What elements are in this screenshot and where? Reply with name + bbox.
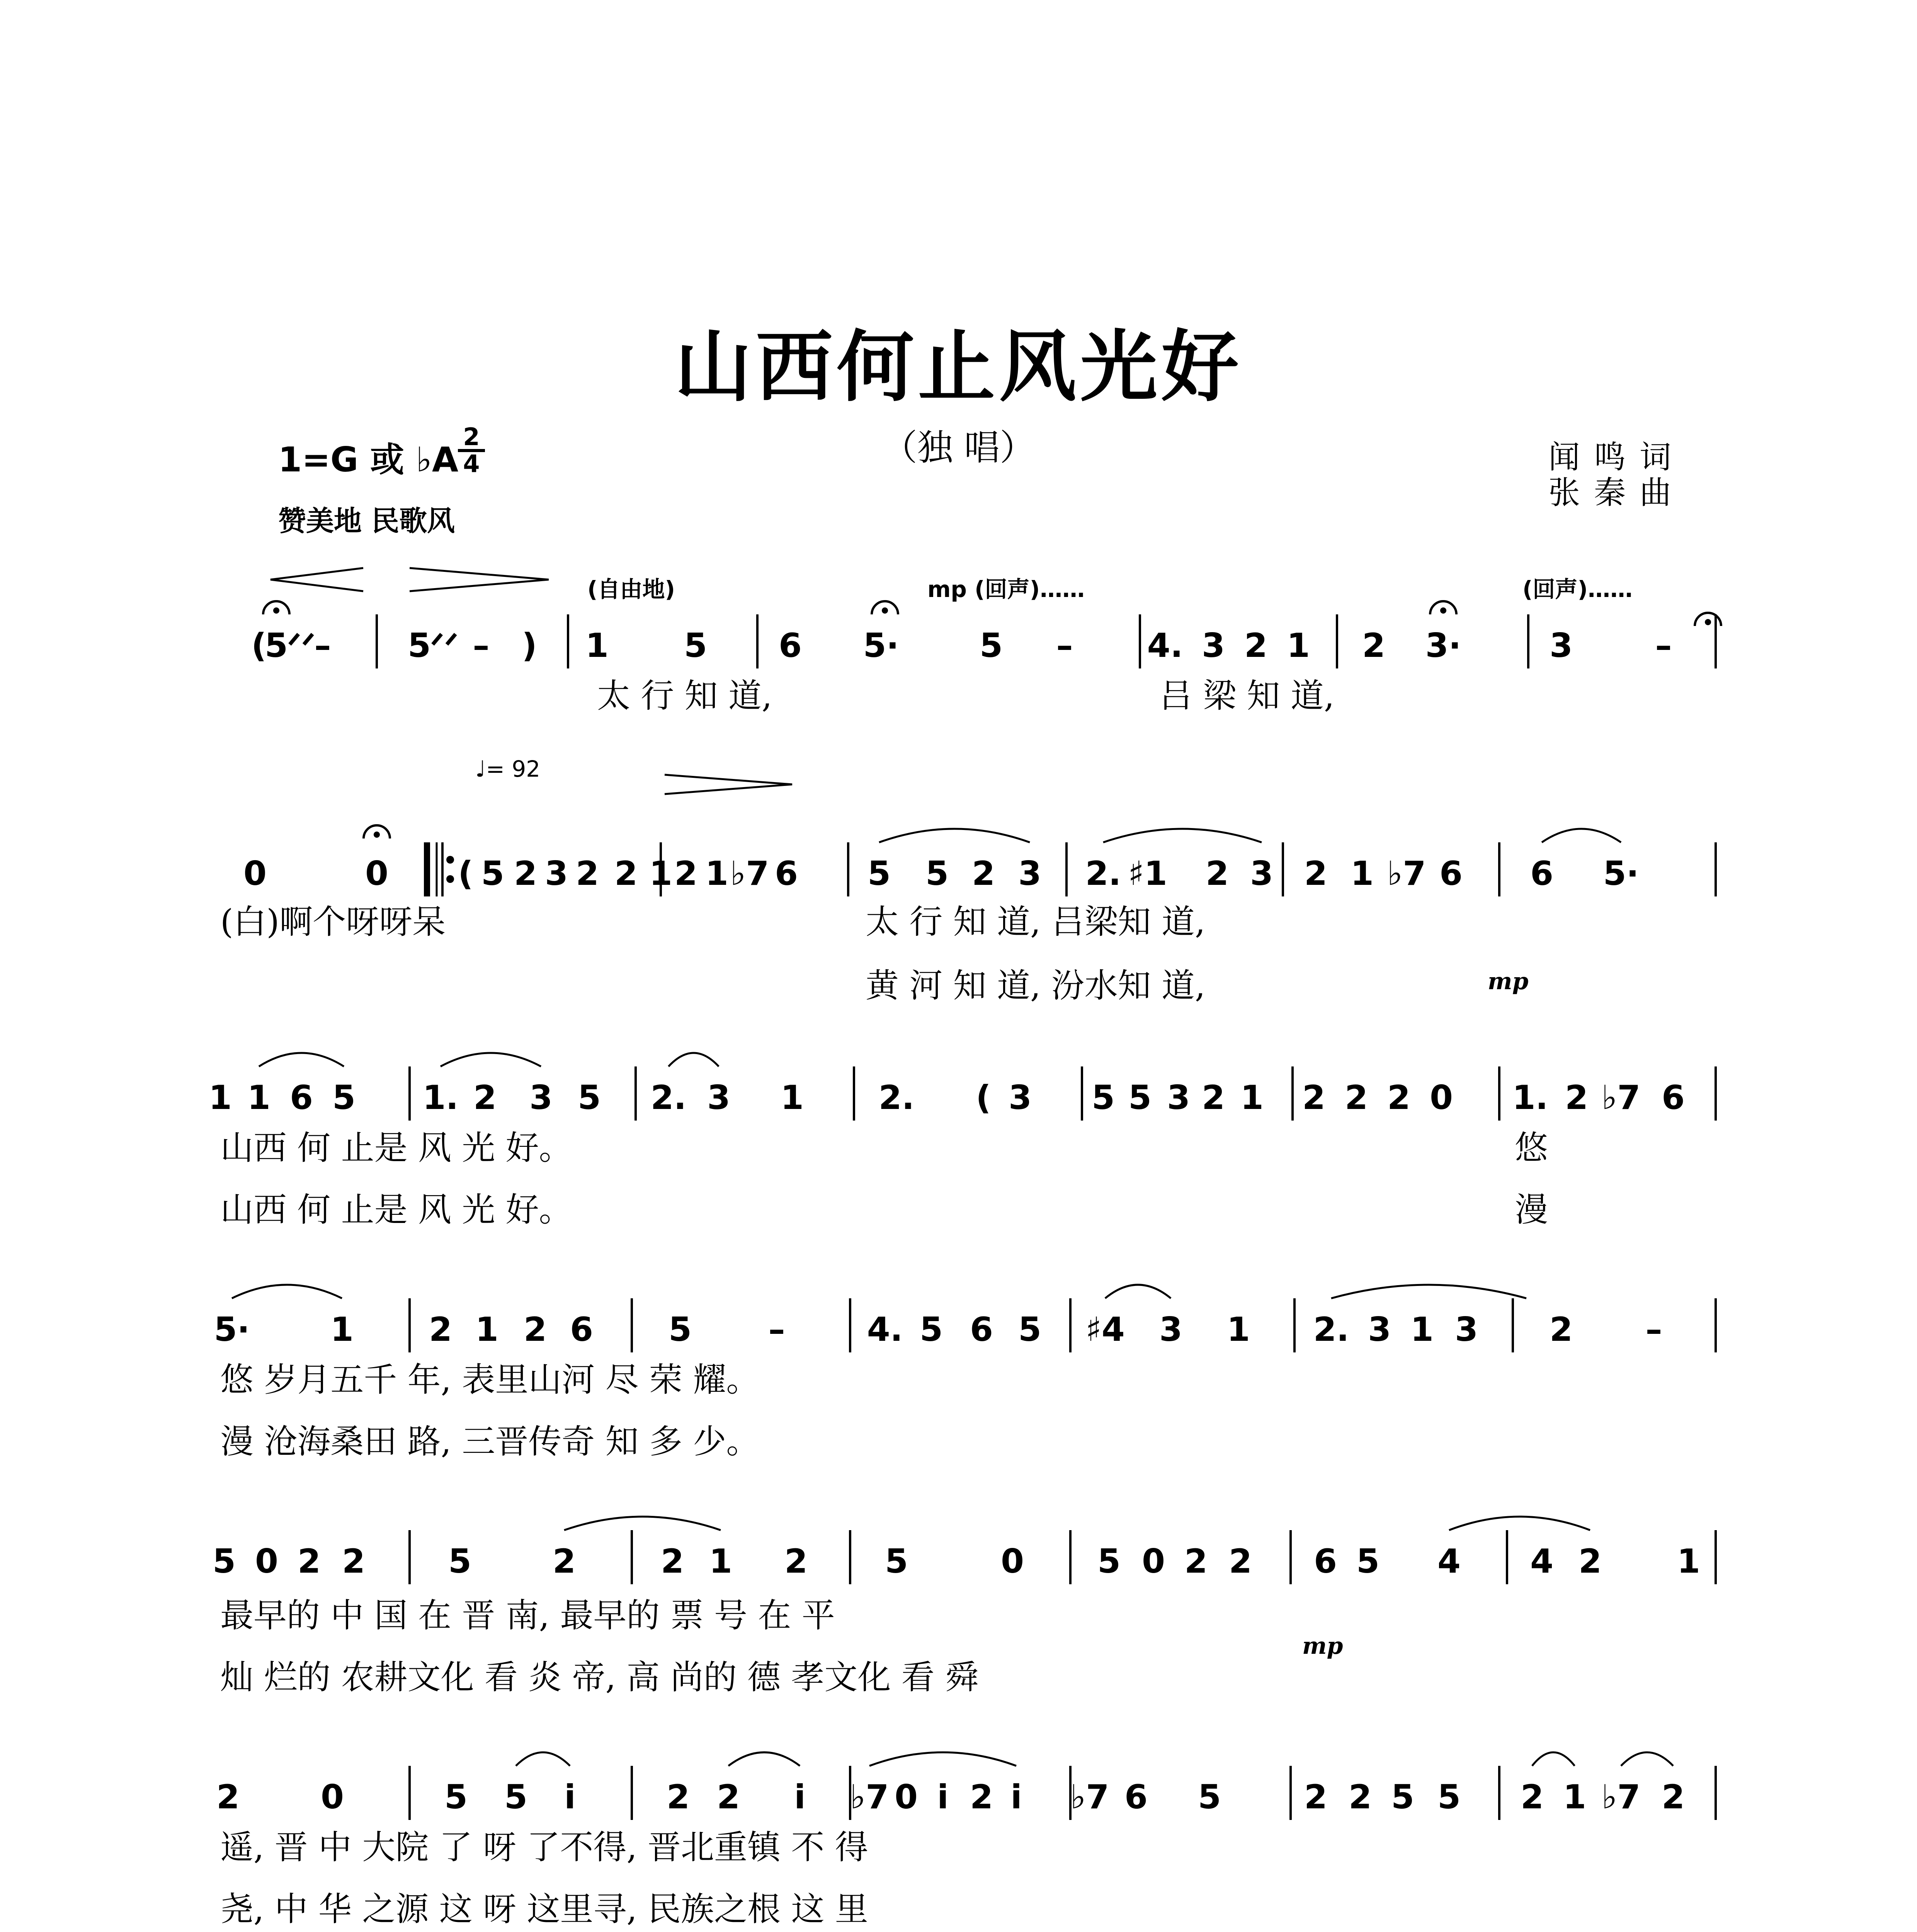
note: 2 (784, 1542, 808, 1581)
dynamic-mp: mp (1302, 1633, 1343, 1660)
note: – (1645, 1310, 1662, 1349)
note: ( (458, 854, 473, 893)
tempo-style: 赞美地 民歌风 (278, 504, 455, 537)
note: 5 (925, 854, 949, 893)
lyric-line: 山西 何 止是 风 光 好。 (220, 1190, 572, 1229)
note: 1 (1351, 854, 1374, 893)
note: i (1010, 1778, 1022, 1816)
note: 5 (265, 626, 288, 665)
note: 1. (422, 1078, 459, 1117)
lyric-line: 悠 (1515, 1129, 1548, 1167)
note: 1 (1240, 1078, 1264, 1117)
note: 2 (1387, 1078, 1410, 1117)
slur (668, 1053, 719, 1066)
lyric-line: 漫 (1515, 1190, 1548, 1229)
note: ( (251, 626, 267, 665)
note: 5 (444, 1778, 468, 1816)
note: 2. (1313, 1310, 1349, 1349)
lyric-line: 山西 何 止是 风 光 好。 (220, 1129, 572, 1167)
note: 2 (576, 854, 599, 893)
note: 5· (1603, 854, 1639, 893)
fermata-dot (1705, 619, 1711, 625)
note: ♯4 (1085, 1310, 1125, 1349)
expr-echo-1: mp (回声)…… (927, 576, 1085, 602)
note: 1 (1677, 1542, 1700, 1581)
note: 2 (429, 1310, 452, 1349)
note: 5 (920, 1310, 943, 1349)
fermata-dot (374, 832, 380, 838)
note: 6 (290, 1078, 313, 1117)
note: 5 (668, 1310, 692, 1349)
note: 3 (1009, 1078, 1032, 1117)
note: ᐟᐟ (287, 626, 316, 665)
note: 5 (213, 1542, 236, 1581)
note: 6 (1530, 854, 1553, 893)
note: 2 (1345, 1078, 1368, 1117)
note: 2 (524, 1310, 547, 1349)
fermata-dot (273, 607, 279, 614)
note: 2 (553, 1542, 576, 1581)
note: 1 (475, 1310, 498, 1349)
note: 2 (1362, 626, 1385, 665)
note: 2 (1579, 1542, 1602, 1581)
song-title: 山西何止风光好 (674, 321, 1243, 412)
note: 6 (775, 854, 798, 893)
composer-credit: 张秦曲 (1548, 474, 1685, 511)
slur (564, 1517, 721, 1530)
expr-echo-2: (回声)…… (1522, 576, 1633, 602)
note: 2 (661, 1542, 684, 1581)
note: 2 (1521, 1778, 1544, 1816)
note: ♯1 (1128, 854, 1167, 893)
note: 2 (216, 1778, 240, 1816)
note: 2 (1202, 1078, 1225, 1117)
note: 2. (650, 1078, 687, 1117)
note: 2 (1550, 1310, 1573, 1349)
note: 3 (545, 854, 568, 893)
slur (1532, 1752, 1575, 1766)
note: 2 (1184, 1542, 1208, 1581)
note: 5· (214, 1310, 250, 1349)
note: i (937, 1778, 949, 1816)
slur (516, 1752, 570, 1766)
repeat-dot (446, 856, 454, 864)
note: 6 (779, 626, 802, 665)
note: 5 (867, 854, 891, 893)
note: 1. (1512, 1078, 1548, 1117)
note: 1 (209, 1078, 232, 1117)
note: 0 (895, 1778, 918, 1816)
note: ) (522, 626, 537, 665)
note: 1 (709, 1542, 732, 1581)
subtitle: （独 唱） (881, 427, 1036, 468)
note: 2 (972, 854, 995, 893)
note: 2 (514, 854, 537, 893)
time-bottom: 4 (458, 449, 485, 476)
note: – (768, 1310, 785, 1349)
note: 3 (1018, 854, 1041, 893)
note: 2 (1304, 1778, 1327, 1816)
fermata-dot (882, 607, 888, 614)
tempo-mark: ♩= 92 (475, 756, 541, 782)
note: 3· (1425, 626, 1461, 665)
key-signature: 1=G 或 ♭A (278, 440, 459, 480)
slur (259, 1053, 344, 1066)
note: 0 (255, 1542, 278, 1581)
lyric-line: 太 行 知 道, 吕梁知 道, (866, 903, 1206, 941)
note: 5 (1092, 1078, 1115, 1117)
note: 5 (1128, 1078, 1152, 1117)
note: 3 (1455, 1310, 1478, 1349)
note: 2 (1229, 1542, 1252, 1581)
slur (232, 1285, 342, 1298)
note: ♭7 (1070, 1778, 1109, 1816)
note: 2 (298, 1542, 321, 1581)
note: 5 (1437, 1778, 1461, 1816)
note: 5 (1391, 1778, 1414, 1816)
note: 1 (1410, 1310, 1434, 1349)
note: 3 (1167, 1078, 1190, 1117)
note: – (1056, 626, 1073, 665)
note: 1 (1287, 626, 1310, 665)
note: 5 (980, 626, 1003, 665)
note: 3 (1202, 626, 1225, 665)
repeat-dot (446, 875, 454, 883)
note: 2 (1662, 1778, 1685, 1816)
time-top: 2 (463, 423, 480, 451)
slur (1331, 1285, 1526, 1298)
note: 3 (529, 1078, 553, 1117)
note: 2 (717, 1778, 740, 1816)
note: 0 (365, 854, 388, 893)
note: ♭7 (730, 854, 769, 893)
note: 5 (504, 1778, 527, 1816)
note: – (314, 626, 331, 665)
note: 5· (863, 626, 899, 665)
note: 5 (481, 854, 504, 893)
note: 2 (970, 1778, 993, 1816)
note: 2 (1565, 1078, 1588, 1117)
note: 5 (408, 626, 431, 665)
note: i (564, 1778, 576, 1816)
note: 5 (1356, 1542, 1379, 1581)
note: 5 (578, 1078, 601, 1117)
note: 6 (1439, 854, 1463, 893)
note: 0 (243, 854, 267, 893)
note: 3 (707, 1078, 730, 1117)
note: 5 (332, 1078, 356, 1117)
note: 1 (1563, 1778, 1586, 1816)
note: 4. (867, 1310, 903, 1349)
slur (879, 829, 1030, 842)
note: 1 (781, 1078, 804, 1117)
decrescendo-hairpin (665, 775, 792, 794)
note: 0 (1001, 1542, 1024, 1581)
crescendo-hairpin (270, 568, 363, 591)
note: 3 (1159, 1310, 1182, 1349)
note: ♭7 (1601, 1078, 1641, 1117)
lyric-line: 灿 烂的 农耕文化 看 炎 帝, 高 尚的 德 孝文化 看 舜 (220, 1658, 979, 1697)
note: 2 (473, 1078, 497, 1117)
dynamic-mp: mp (1488, 968, 1529, 995)
slur (1105, 1285, 1171, 1298)
note: 2 (1302, 1078, 1325, 1117)
slur (1542, 829, 1621, 842)
note: ♭7 (1387, 854, 1426, 893)
note: 1 (705, 854, 728, 893)
lyric-line: 太 行 知 道, (597, 677, 772, 715)
lyric-line: 漫 沧海桑田 路, 三晋传奇 知 多 少。 (220, 1422, 760, 1461)
note: 6 (970, 1310, 993, 1349)
note: 4 (1530, 1542, 1553, 1581)
note: 1 (330, 1310, 354, 1349)
note: 0 (1430, 1078, 1453, 1117)
note: – (473, 626, 490, 665)
note: 1 (649, 854, 672, 893)
slur (441, 1053, 541, 1066)
note: 2 (1349, 1778, 1372, 1816)
note: 2 (1304, 854, 1327, 893)
note: 5 (885, 1542, 908, 1581)
note: 2. (878, 1078, 915, 1117)
note: 4 (1437, 1542, 1461, 1581)
note: 2 (667, 1778, 690, 1816)
note: 5 (1097, 1542, 1121, 1581)
note: – (1655, 626, 1672, 665)
note: 5 (1198, 1778, 1221, 1816)
note: ᐟᐟ (430, 626, 459, 665)
note: 2. (1085, 854, 1121, 893)
lyric-line: 吕 梁 知 道, (1159, 677, 1335, 715)
note: 1 (247, 1078, 270, 1117)
note: ♭7 (850, 1778, 889, 1816)
lyric-line: 遥, 晋 中 大院 了 呀 了不得, 晋北重镇 不 得 (220, 1828, 868, 1867)
lyric-line: 黄 河 知 道, 汾水知 道, (866, 966, 1206, 1005)
lyricist-credit: 闻鸣词 (1548, 439, 1685, 476)
lyric-line: 悠 岁月五千 年, 表里山河 尽 荣 耀。 (220, 1361, 760, 1399)
note: i (794, 1778, 806, 1816)
note: 6 (1314, 1542, 1337, 1581)
note: 1 (1227, 1310, 1250, 1349)
slur (869, 1752, 1016, 1766)
note: 0 (321, 1778, 344, 1816)
note: 2 (342, 1542, 365, 1581)
decrescendo-hairpin (410, 568, 549, 591)
note: 3 (1250, 854, 1273, 893)
fermata-dot (1440, 607, 1446, 614)
note: 3 (1550, 626, 1573, 665)
note: ( (976, 1078, 991, 1117)
lyric-line: (白)啊个呀呀呆 (220, 903, 446, 941)
note: 5 (448, 1542, 471, 1581)
note: 2 (614, 854, 638, 893)
note: 6 (1124, 1778, 1148, 1816)
note: 5 (684, 626, 707, 665)
note: 6 (570, 1310, 593, 1349)
note: ♭7 (1601, 1778, 1641, 1816)
note: 5 (1018, 1310, 1041, 1349)
note: 0 (1142, 1542, 1165, 1581)
expr-free: (自由地) (587, 576, 675, 602)
slur (1449, 1517, 1590, 1530)
lyric-line: 最早的 中 国 在 晋 南, 最早的 票 号 在 平 (220, 1596, 835, 1635)
lyric-line: 尧, 中 华 之源 这 呀 这里寻, 民族之根 这 里 (220, 1890, 868, 1929)
note: 2 (674, 854, 697, 893)
note: 3 (1368, 1310, 1391, 1349)
note: 4. (1147, 626, 1183, 665)
slur (728, 1752, 800, 1766)
note: 6 (1662, 1078, 1685, 1117)
note: 1 (585, 626, 609, 665)
note: 2 (1244, 626, 1267, 665)
slur (1103, 829, 1262, 842)
note: 2 (1206, 854, 1229, 893)
slur (1621, 1752, 1673, 1766)
